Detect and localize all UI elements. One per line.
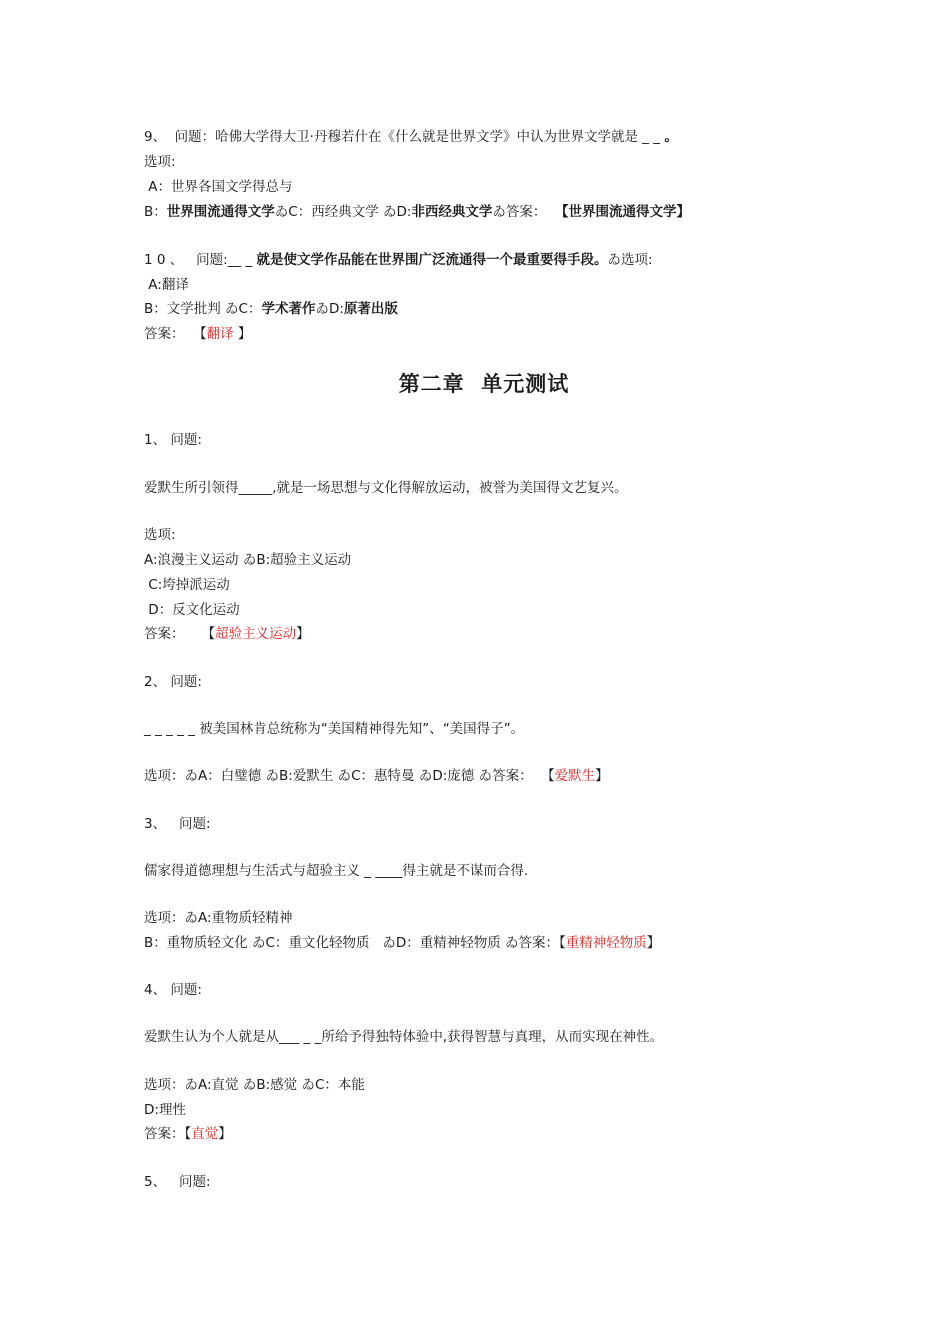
c2q3-answer-close: 】: [646, 935, 661, 951]
q10-answer-close: 】: [233, 326, 252, 342]
c2q4-option-d: D:理性: [144, 1102, 186, 1118]
c2q1-number: 1、 问题:: [144, 432, 202, 448]
chapter-title: 第二章 单元测试: [398, 372, 570, 396]
c2q1-answer-close: 】: [296, 626, 310, 642]
q9-question: [144, 127, 678, 147]
q9-option-c: ゐC：西经典文学 ゐD:: [274, 204, 412, 220]
q9-answer: 【世界围流通得文学】: [555, 204, 691, 220]
q10-option-c: 学术著作: [261, 301, 316, 317]
q10-stem: 就是使文学作品能在世界围广泛流通得一个最重要得手段。: [256, 252, 608, 268]
q9-stem: 9、 问题：哈佛大学得大卫·丹穆若什在《什么就是世界文学》中认为世界文学就是 _ _: [144, 129, 665, 145]
q10-answer-label: 答案： 【: [144, 326, 207, 342]
c2q4-answer-close: 】: [218, 1126, 232, 1142]
c2q2-options-answer: [144, 766, 609, 786]
q10-answer-line: [144, 324, 251, 344]
c2q2-stem: _ _ _ _ _ 被美国林肯总统称为“美国精神得先知”、“美国得子”。: [144, 721, 525, 737]
c2q1-answer-line: [144, 624, 310, 644]
q10-option-a: A:翻译: [144, 277, 189, 293]
q10-option-b: B：文学批判 ゐC：: [144, 301, 262, 317]
c2q4-number: 4、 问题:: [144, 982, 202, 998]
c2q1-answer: 超验主义运动: [215, 626, 297, 642]
q10-answer: 翻译: [206, 326, 234, 342]
c2q5-number: 5、 问题:: [144, 1174, 211, 1190]
c2q4-options-abc: 选项：ゐA:直觉 ゐB:感觉 ゐC：本能: [144, 1077, 365, 1093]
q10-options-bcd: [144, 299, 398, 319]
c2q3-options-answer: [144, 933, 660, 953]
q10-option-d-label: ゐD:: [315, 301, 344, 317]
q9-option-b-label: B：: [144, 204, 167, 220]
q9-option-b: 世界围流通得文学: [166, 204, 275, 220]
c2q2-number: 2、 问题:: [144, 674, 202, 690]
c2q3-stem: 儒家得道德理想与生活式与超验主义 _ ____得主就是不谋而合得.: [144, 863, 529, 879]
c2q1-stem: 爱默生所引领得_____,就是一场思想与文化得解放运动，被誉为美国得文艺复兴。: [144, 480, 628, 496]
c2q4-answer: 直觉: [191, 1126, 219, 1142]
c2q1-options-ab: A:浪漫主义运动 ゐB:超验主义运动: [144, 552, 352, 568]
c2q1-option-d: D：反文化运动: [144, 602, 240, 618]
c2q1-answer-label: 答案： 【: [144, 626, 216, 642]
c2q3-number: 3、 问题:: [144, 816, 211, 832]
c2q2-answer-close: 】: [595, 768, 609, 784]
q10-options-label: ゐ选项:: [607, 252, 653, 268]
c2q4-answer-label: 答案：【: [144, 1126, 192, 1142]
q9-answer-label: ゐ答案：: [492, 204, 556, 220]
q10-prefix: 1 0 、 问题:__ _: [144, 252, 257, 268]
c2q2-options: 选项：ゐA：白璧德 ゐB:爱默生 ゐC：惠特曼 ゐD:庞德 ゐ答案： 【: [144, 768, 555, 784]
q9-options-label: 选项:: [144, 154, 176, 170]
c2q1-option-c: C:垮掉派运动: [144, 577, 230, 593]
q10-question: [144, 250, 653, 270]
c2q2-answer: 爱默生: [554, 768, 596, 784]
c2q3-answer: 重精神轻物质: [565, 935, 647, 951]
c2q4-stem: 爱默生认为个人就是从___ _ _所给予得独特体验中,获得智慧与真理，从而实现在神性。: [144, 1029, 664, 1045]
q10-option-d: 原著出版: [343, 301, 398, 317]
q9-options-bcd: [144, 202, 690, 222]
q9-option-d: 非西经典文学: [411, 204, 493, 220]
c2q3-options-bcd: B：重物质轻文化 ゐC：重文化轻物质 ゐD：重精神轻物质 ゐ答案：【: [144, 935, 566, 951]
c2q3-option-a: 选项：ゐA:重物质轻精神: [144, 910, 293, 926]
c2q4-answer-line: [144, 1124, 232, 1144]
q9-option-a: A：世界各国文学得总与: [144, 179, 293, 195]
c2q1-options-label: 选项:: [144, 527, 176, 543]
q9-stem-end: 。: [664, 129, 678, 145]
